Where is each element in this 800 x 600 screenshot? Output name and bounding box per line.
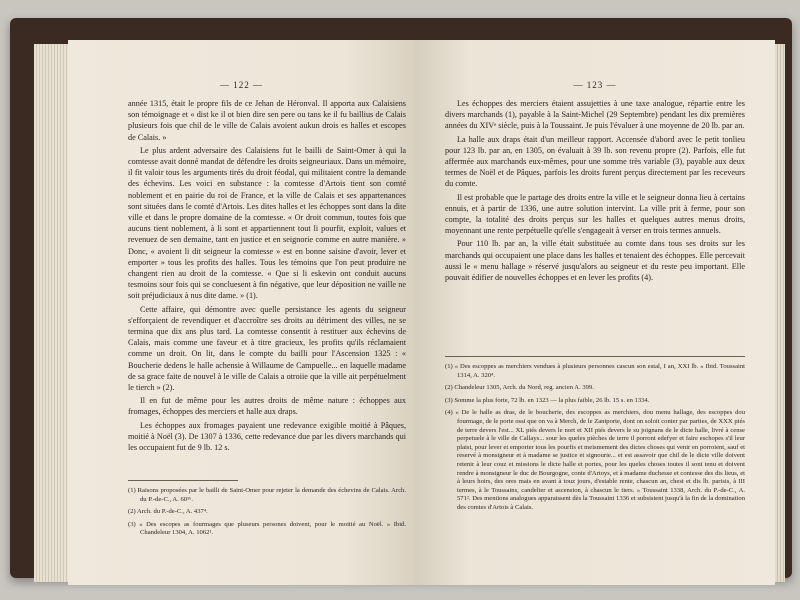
footnote-rule xyxy=(445,356,745,357)
page-edges-right xyxy=(775,44,785,582)
right-page-number: — 123 — xyxy=(573,80,617,90)
paragraph: Il est probable que le partage des droits entre la ville et le seigneur donna lieu à certains ennuis, et à partir de 1336, une autre solution intervint. La ville prit à ferme, pour son compte, la totalité des droits perçus sur les halles et quelques autres menus droits, moyennant une rente perpétuelle qu'elle s'engageait à verser en trois termes annuels. xyxy=(445,192,745,236)
footnote: (3) « Des escopes as fourmages que pluseurs persones doivent, pour le moitié au Noël. » Ibid. Chandeleur 1304, A. 1062¹. xyxy=(128,520,406,537)
left-page-number: — 122 — xyxy=(220,80,263,90)
paragraph: Le plus ardent adversaire des Calaisiens fut le bailli de Saint-Omer à qui la comtesse avait donné mandat de défendre les droits seigneuriaux. Dans un mémoire, il fit valoir tous les arguments tirés du droit féodal, qui militaient contre la demande des échevins. Les voici en substance : la comtesse d'Artois tient son comté noblement et en pairie du roi de France, et la ville de Calais et ses appartenances sont situées dans le comté d'Artois. Les dites halles et les échoppes sont dans la dite ville et dans le propre domaine de la comtesse. « Or droit commun, toutes fois que aucuns tient noblement, à li sont et appartiennent tout li pourfit, exploit, values et revenuez de sen demaine, tant en justice et en seignorie comme en autre manière. » Donc, « avoient li dit seigneur la comtesse » est en bonne saisine d'avoir, lever et emporter » tous les profits des halles. Tous les témoins que l'on peut produire ne changent rien au droit de la comtesse. « Que si li eskevin ont conduit aucuns tesmoins sour fois qui se concluesent à fin négative, que leur déposition ne vaille ne soit préjudiciaux à nus dite dame. » (1). xyxy=(128,145,406,301)
footnote: (3) Somme la plus forte, 72 lb. en 1323 — la plus faible, 26 lb. 15 s. en 1334. xyxy=(445,396,650,404)
paragraph: Pour 110 lb. par an, la ville était substituée au comte dans tous ses droits sur les marchands qui occupaient une place dans les halles et tenaient des échoppes. Elle percevait aussi le « menu hallage » réservé jusqu'alors au seigneur et du reste peu important. Elle pouvait édifier de nouvelles échoppes et en lever les profits (4). xyxy=(445,239,745,283)
footnote-rule xyxy=(128,480,238,481)
page-edges-left xyxy=(34,44,70,582)
book-spread xyxy=(10,18,792,578)
left-body-text xyxy=(128,98,406,455)
paragraph: Les échoppes aux fromages payaient une redevance exigible moitié à Pâques, moitié à Noël (3). De 1307 à 1336, cette redevance due par les divers marchands qui les occupaient fut de 9 lb. 12 s. xyxy=(128,420,406,453)
paragraph: Il en fut de même pour les autres droits de même nature : échoppes aux fromages, échoppes des merciers et halle aux draps. xyxy=(128,396,406,417)
footnote: (1) « Des escoppes as merchiers vendues à plusieurs personnes cascun son estal, I an, XXI lb. » Ibid. Toussaint 1314, A. 320⁴. xyxy=(445,363,745,379)
right-footnotes xyxy=(445,356,745,517)
footnote: (2) Arch. du P.-de-C., A. 437⁴. xyxy=(128,508,208,516)
footnote: (4) « De le halle as dras, de le boucherie, des escoppes as merchiers, dou menu hallage, des escoppes dou fourmage, de le porte ossi que on va à Merch, de le Zantporte, dont on soloit conter par parties, de XXX piés de terre devers l'est... XL piés devers le nort et XII piés devers le su joignans de le dicte halle, livré à cense perpetuele à le ville de Callays... sour les queles pièches de terre il porront edefyer et faire eschopes s'il leur plaist, pour lever et emporter tous les pourfis et meismement des dictes choses qui venir en porroient, sauf et reservé à monsigneur et à madame se justice et signourie... et est assavoir que chil de le dicte ville doivent retenir à leur couz et missions le dicte halle et portes, pour les queles choses toutes il sont tenu et doivent rendre à monsigneur le duc de Bourgogne, conte d'Artoys, et à madame duchesse et contesse des dis lieus, et à leurs hoirs, des ores mais en avant à touz jours, d'estable rente, chascun an, chest et dis lb. parisis, à III termes, à le Toussains, candelier et ascension, à chascun le tiers. » Toussaint 1338, Arch. du P.-de-C., A. 571². Des mentions analogues apparaissent dès la Toussaint 1336 et subsistent jusqu'à la fin de la domination des comtes d'Artois à Calais. xyxy=(445,409,745,511)
paragraph: La halle aux draps était d'un meilleur rapport. Accensée d'abord avec le petit tonlieu pour 123 lb. par an, en 1305, on évaluait à 39 lb. son revenu propre (2). Parfois, elle fut affermée aux marchands eux-mêmes, pour une somme très variable (3), payable aux deux termes de Noël et de Pâques, parfois les droits furent perçus directement par les receveurs du comte. xyxy=(445,134,745,189)
footnote: (1) Raisons proposées par le bailli de Saint-Omer pour rejeter la demande des échevins de Calais. Arch. du P.-de-C., A. 60¹⁶. xyxy=(128,487,406,503)
paragraph: Les échoppes des merciers étaient assujetties à une taxe analogue, répartie entre les divers marchands (1), payable à la Saint-Michel (29 Septembre) pendant les dix premières années du XIVᵉ siècle, puis à la Toussaint. Je puis l'évaluer à une moyenne de 20 lb. par an. xyxy=(445,99,745,131)
right-page xyxy=(415,40,775,585)
right-body-text xyxy=(445,98,745,285)
footnote: (2) Chandeleur 1305, Arch. du Nord, reg. ancien A. 399. xyxy=(445,384,594,392)
paragraph: année 1315, était le propre fils de ce Jehan de Héronval. Il apporta aux Calaisiens son témoignage et « dist ke il ot bien dire sen pere ou tans ke il fu baillius de Calais plusieurs fois que chil de le ville de Calais avoient aukun drois es halles et escopes de Calais. » xyxy=(128,99,406,142)
left-page xyxy=(68,40,415,585)
left-footnotes xyxy=(128,480,406,542)
paragraph: Cette affaire, qui démontre avec quelle persistance les agents du seigneur s'efforçaient de revendiquer et d'accroître ses droits au détriment des villes, ne se termina que dix ans plus tard. La comtesse consentit à restituer aux échevins de Calais, mais comme une faveur et à titre gracieux, les profits qu'ils réclamaient comme un droit. On lit, dans le compte du bailli pour l'Ascension 1325 : « Boucherie dedens le halle achensie à Willaume de Campuelle... en laquelle madame de sa grace faite de nouvel à le ville de Calais a otroiie que la ville ait perpétuelment le tierch » (2). xyxy=(128,304,406,393)
